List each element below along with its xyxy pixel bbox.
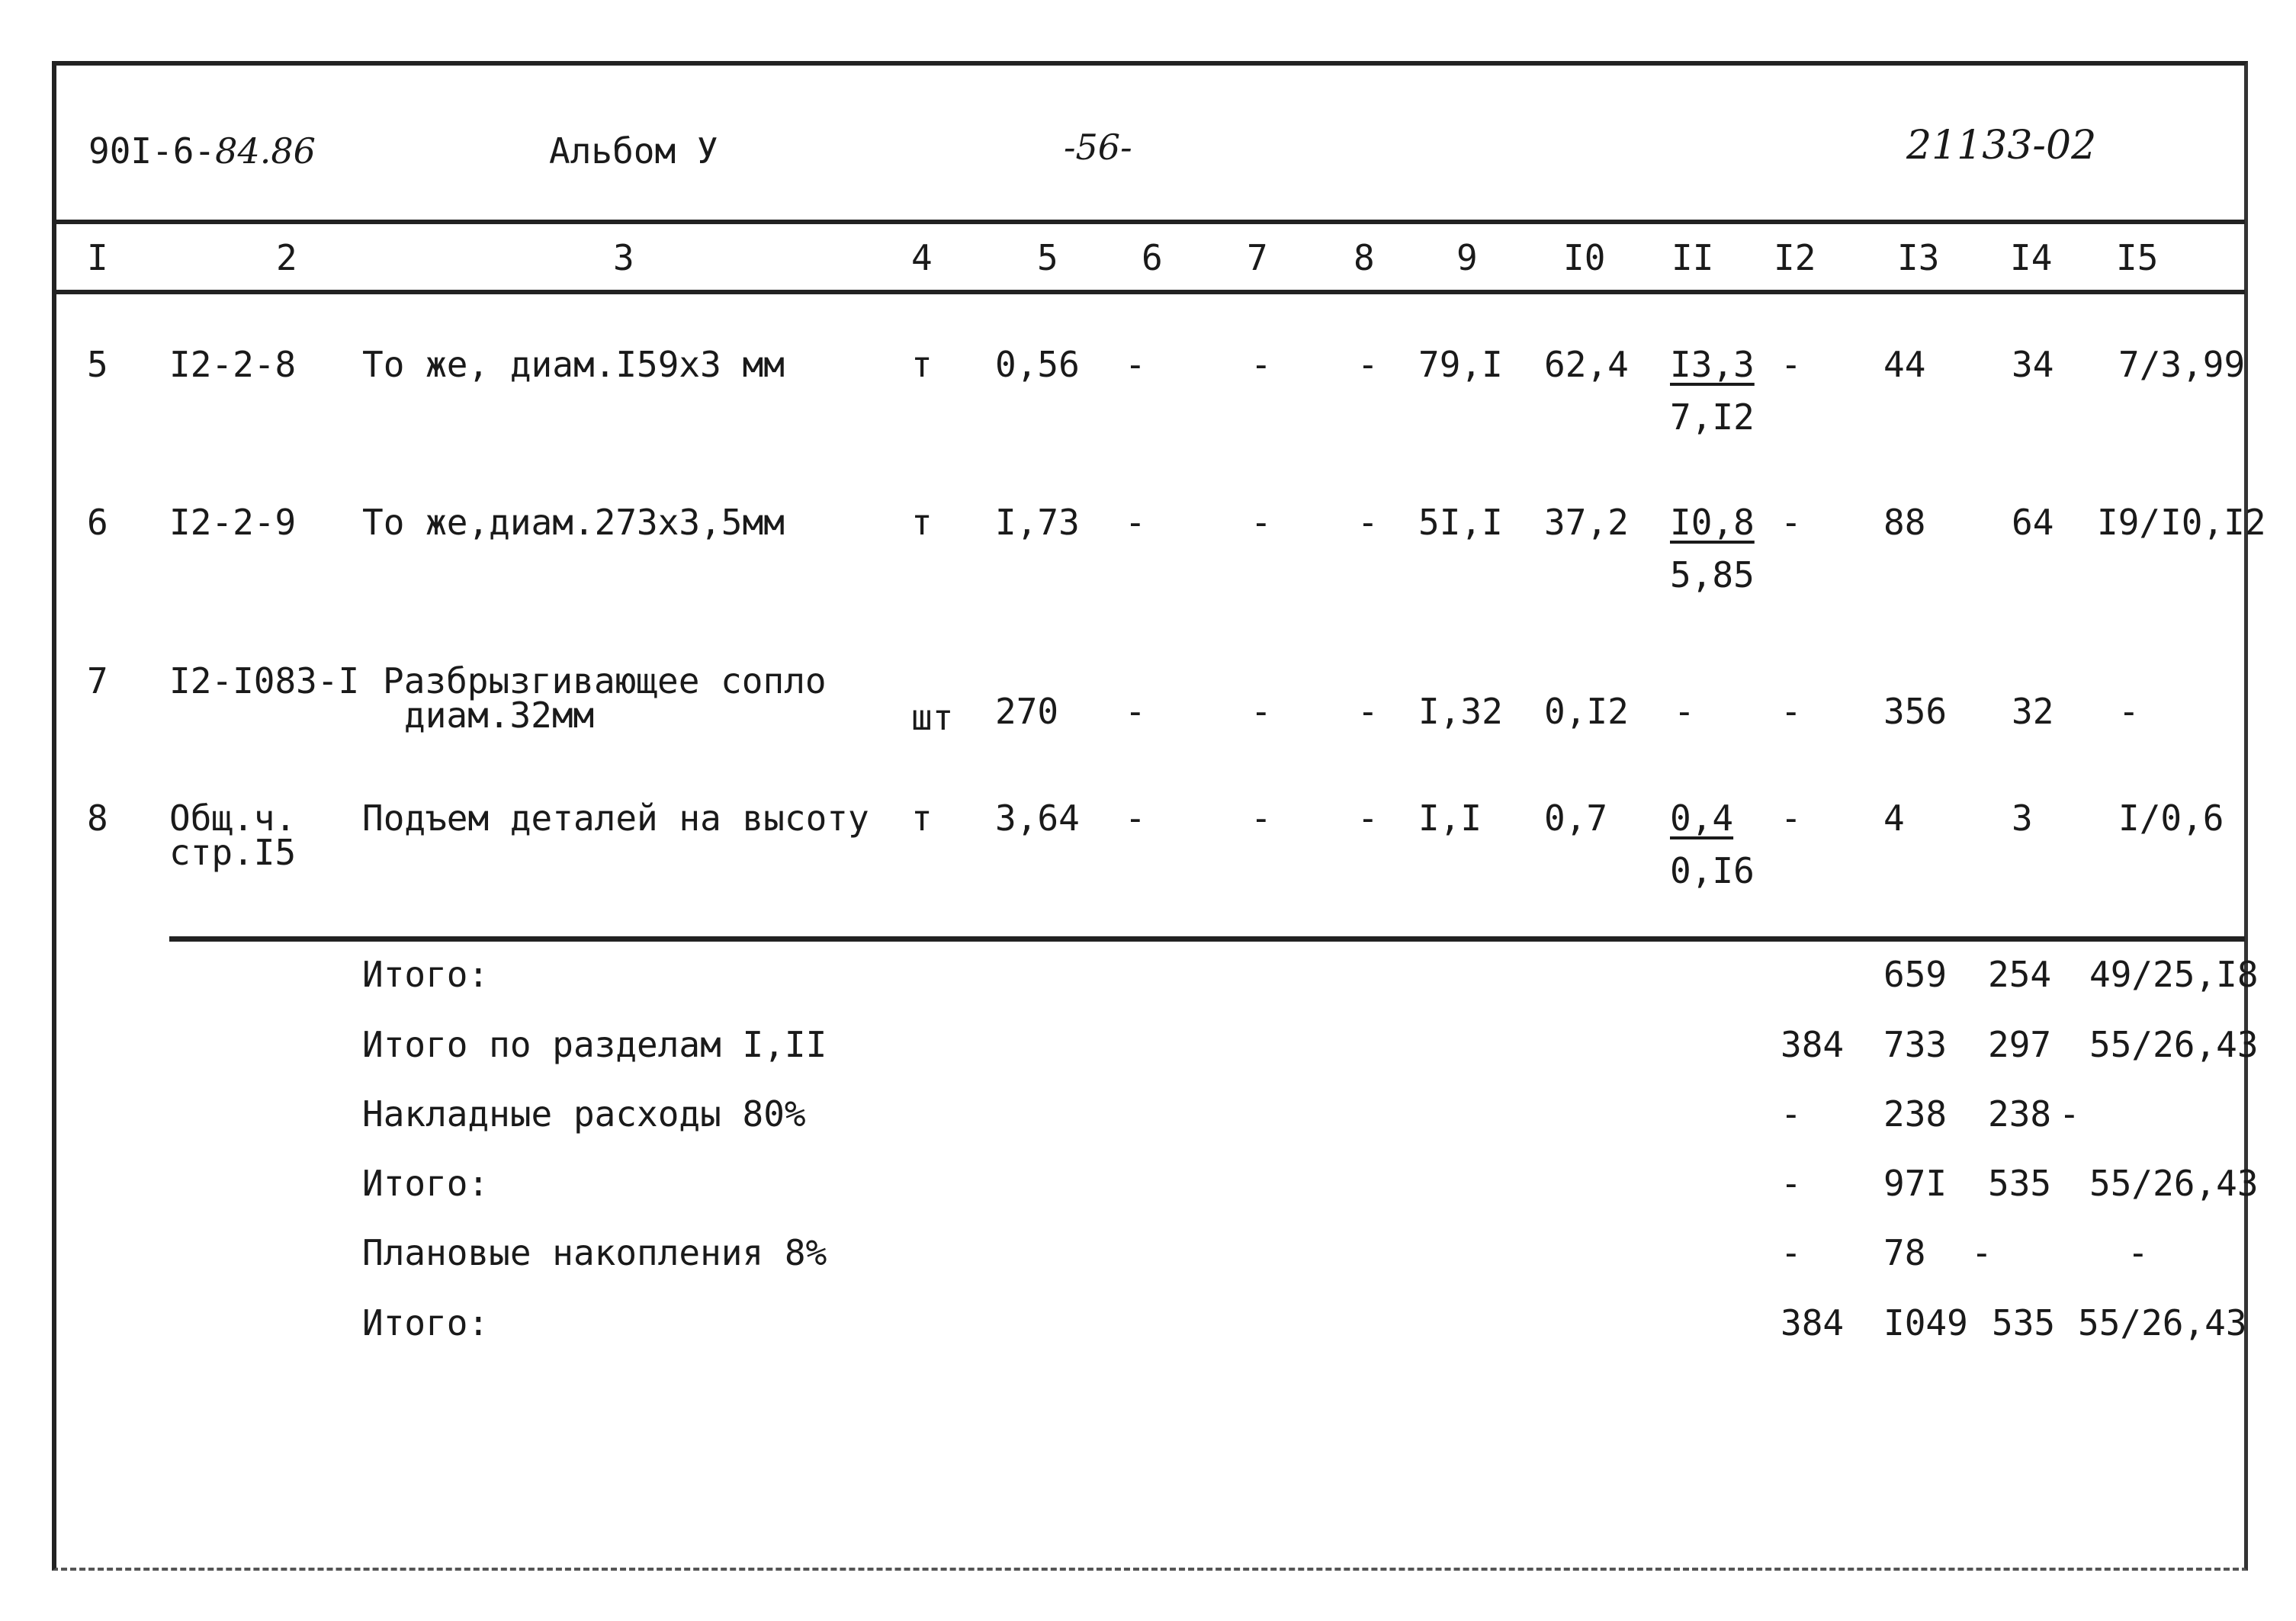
row-col11-bottom: 7,I2 <box>1670 396 1755 438</box>
totals-col13: 733 <box>1883 1024 1948 1065</box>
totals-col15: 55/26,43 <box>2089 1163 2259 1204</box>
row-col13: 4 <box>1883 798 1905 839</box>
totals-col14: 238 <box>1988 1093 2052 1135</box>
doc-number <box>88 130 316 172</box>
totals-label: Итого по разделам I,II <box>362 1024 827 1065</box>
row-col7: - <box>1251 502 1272 543</box>
col-header-6: 6 <box>1142 237 1163 278</box>
col-header-10: I0 <box>1563 237 1606 278</box>
totals-label: Итого: <box>362 1302 490 1343</box>
col-header-14: I4 <box>2010 237 2053 278</box>
col-header-2: 2 <box>276 237 297 278</box>
totals-col12: - <box>1781 1232 1802 1273</box>
row-col14: 3 <box>2012 798 2033 839</box>
row-col12: - <box>1781 344 1802 385</box>
row-col8: - <box>1357 691 1379 732</box>
doc-number-prefix: 90I-6- <box>88 130 216 172</box>
page-number: -56- <box>1064 127 1132 168</box>
totals-col15: - <box>2127 1232 2149 1273</box>
row-col7: - <box>1251 344 1272 385</box>
row-quantity: I,73 <box>995 502 1080 543</box>
col-header-12: I2 <box>1774 237 1816 278</box>
totals-label: Плановые накопления 8% <box>362 1232 827 1273</box>
totals-col13: 97I <box>1883 1163 1948 1204</box>
row-col10: 62,4 <box>1544 344 1629 385</box>
row-col7: - <box>1251 691 1272 732</box>
row-col12: - <box>1781 502 1802 543</box>
row-col11-bottom: 5,85 <box>1670 554 1755 595</box>
row-code: Общ.ч. <box>169 798 297 839</box>
row-code: I2-2-8 <box>169 344 297 385</box>
row-col9: I,32 <box>1418 691 1503 732</box>
row-quantity: 270 <box>995 691 1059 732</box>
row-col9: I,I <box>1418 798 1482 839</box>
totals-label: Итого: <box>362 954 490 995</box>
row-description: То же,диам.273х3,5мм <box>362 502 785 543</box>
col-header-3: 3 <box>613 237 634 278</box>
row-col11-top: I0,8 <box>1670 502 1755 543</box>
totals-col12: 384 <box>1781 1302 1845 1343</box>
column-header-rule <box>56 290 2245 294</box>
row-col13: 44 <box>1883 344 1926 385</box>
row-col10: 0,I2 <box>1544 691 1629 732</box>
row-col9: 79,I <box>1418 344 1503 385</box>
row-col8: - <box>1357 502 1379 543</box>
row-quantity: 0,56 <box>995 344 1080 385</box>
totals-col13: 659 <box>1883 954 1948 995</box>
row-col15: I/0,6 <box>2118 798 2224 839</box>
col-header-1: I <box>87 237 108 278</box>
totals-col12: - <box>1781 1093 1802 1135</box>
row-col6: - <box>1125 691 1146 732</box>
totals-col15: - <box>2059 1093 2080 1135</box>
col-header-5: 5 <box>1037 237 1058 278</box>
row-unit: т <box>911 798 933 839</box>
row-col11-bottom: 0,I6 <box>1670 850 1755 891</box>
row-col15: - <box>2118 691 2140 732</box>
row-col6: - <box>1125 502 1146 543</box>
row-unit: шт <box>911 697 954 738</box>
row-number: 7 <box>87 660 108 701</box>
row-col13: 356 <box>1883 691 1948 732</box>
totals-col14: 254 <box>1988 954 2052 995</box>
row-col13: 88 <box>1883 502 1926 543</box>
row-description: Подъем деталей на высоту <box>362 798 869 839</box>
row-col9: 5I,I <box>1418 502 1503 543</box>
totals-col12: 384 <box>1781 1024 1845 1065</box>
totals-col12: - <box>1781 1163 1802 1204</box>
row-code: I2-I083-I <box>169 660 360 701</box>
totals-col13: 78 <box>1883 1232 1926 1273</box>
col-header-9: 9 <box>1456 237 1478 278</box>
row-quantity: 3,64 <box>995 798 1080 839</box>
row-col10: 37,2 <box>1544 502 1629 543</box>
totals-col15: 49/25,I8 <box>2089 954 2259 995</box>
col-header-11: II <box>1671 237 1714 278</box>
row-code: I2-2-9 <box>169 502 297 543</box>
row-unit: т <box>911 344 933 385</box>
row-description: Разбрызгивающее сопло <box>383 660 827 701</box>
totals-label: Накладные расходы 80% <box>362 1093 806 1135</box>
sheet-code: 21133-02 <box>1906 123 2097 169</box>
row-code-line2: стр.I5 <box>169 832 297 873</box>
row-col7: - <box>1251 798 1272 839</box>
col-header-7: 7 <box>1247 237 1268 278</box>
totals-col15: 55/26,43 <box>2089 1024 2259 1065</box>
row-col6: - <box>1125 798 1146 839</box>
row-col15: 7/3,99 <box>2118 344 2246 385</box>
row-col11-top: I3,3 <box>1670 344 1755 385</box>
totals-col14: 535 <box>1988 1163 2052 1204</box>
doc-number-handwritten: 84.86 <box>215 130 316 172</box>
row-col12: - <box>1781 691 1802 732</box>
row-number: 6 <box>87 502 108 543</box>
row-col14: 32 <box>2012 691 2054 732</box>
row-col14: 34 <box>2012 344 2054 385</box>
row-col12: - <box>1781 798 1802 839</box>
row-number: 8 <box>87 798 108 839</box>
album-title: Альбом У <box>549 130 718 172</box>
row-col11: - <box>1674 691 1695 732</box>
totals-rule <box>169 936 2245 942</box>
row-col8: - <box>1357 344 1379 385</box>
row-col6: - <box>1125 344 1146 385</box>
row-description-line2: диам.32мм <box>404 695 595 736</box>
totals-col13: 238 <box>1883 1093 1948 1135</box>
totals-label: Итого: <box>362 1163 490 1204</box>
col-header-15: I5 <box>2116 237 2159 278</box>
col-header-13: I3 <box>1897 237 1940 278</box>
totals-col14: - <box>1971 1232 1993 1273</box>
col-header-8: 8 <box>1354 237 1375 278</box>
totals-col14: 535 <box>1992 1302 2056 1343</box>
row-unit: т <box>911 502 933 543</box>
row-col10: 0,7 <box>1544 798 1608 839</box>
row-col14: 64 <box>2012 502 2054 543</box>
header-rule <box>56 220 2245 224</box>
row-col8: - <box>1357 798 1379 839</box>
row-number: 5 <box>87 344 108 385</box>
col-header-4: 4 <box>911 237 933 278</box>
totals-col14: 297 <box>1988 1024 2052 1065</box>
row-col11-top: 0,4 <box>1670 798 1734 839</box>
row-description: То же, диам.I59х3 мм <box>362 344 785 385</box>
totals-col13: I049 <box>1883 1302 1968 1343</box>
totals-col15: 55/26,43 <box>2078 1302 2247 1343</box>
row-col15: I9/I0,I2 <box>2097 502 2266 543</box>
